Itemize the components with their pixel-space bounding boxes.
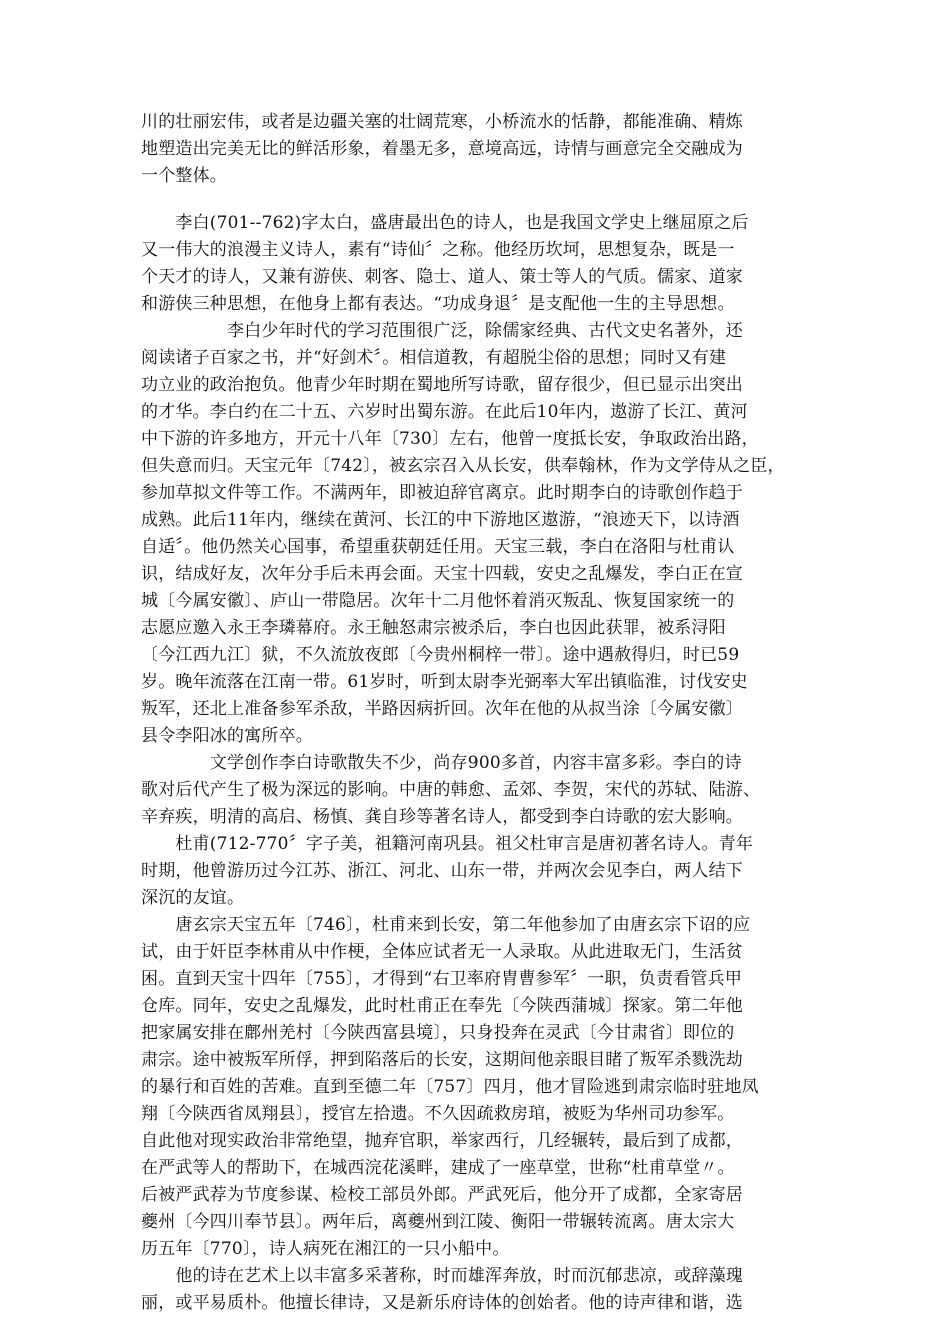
text-line: 时期，他曾游历过今江苏、浙江、河北、山东一带，并两次会见李白，两人结下 (141, 861, 743, 881)
text-line: 辛弃疾，明清的高启、杨慎、龚自珍等著名诗人，都受到李白诗歌的宏大影响。 (141, 807, 743, 827)
text-line: 个天才的诗人，又兼有游侠、刺客、隐士、道人、策士等人的气质。儒家、道家 (141, 267, 743, 287)
document-page (141, 109, 817, 1317)
text-line: 试，由于奸臣李林甫从中作梗，全体应试者无一人录取。从此进取无门，生活贫 (141, 942, 743, 962)
text-line: 一个整体。 (141, 166, 227, 186)
text-line: 岁。晚年流落在江南一带。61岁时，听到太尉李光弼率大军出镇临淮，讨伐安史 (141, 672, 748, 692)
text-line: 成熟。此后11年内，继续在黄河、长江的中下游地区遨游，“浪迹天下，以诗酒 (141, 510, 740, 530)
text-line: 功立业的政治抱负。他青少年时期在蜀地所写诗歌，留存很少，但已显示出突出 (141, 375, 743, 395)
text-line: 阅读诸子百家之书，并“好剑术〞。相信道教，有超脱尘俗的思想；同时又有建 (141, 348, 727, 368)
text-line: 〔今江西九江〕狱，不久流放夜郎〔今贵州桐梓一带〕。途中遇赦得归，时已59 (141, 645, 740, 665)
text-line: 后被严武荐为节度参谋、检校工部员外郎。严武死后，他分开了成都，全家寄居 (141, 1185, 743, 1205)
text-line: 历五年〔770〕，诗人病死在湘江的一只小船中。 (141, 1239, 510, 1259)
text-line: 自此他对现实政治非常绝望，抛弃官职，举家西行，几经辗转，最后到了成都， (141, 1131, 743, 1151)
text-line: 仓库。同年，安史之乱爆发，此时杜甫正在奉先〔今陕西蒲城〕探家。第二年他 (141, 996, 743, 1016)
text-line: 又一伟大的浪漫主义诗人，素有“诗仙〞之称。他经历坎坷，思想复杂，既是一 (141, 240, 735, 260)
text-line: 把家属安排在鄜州羌村〔今陕西富县境〕，只身投奔在灵武〔今甘肃省〕即位的 (141, 1023, 735, 1043)
text-line: 城〔今属安徽〕、庐山一带隐居。次年十二月他怀着消灭叛乱、恢复国家统一的 (141, 591, 735, 611)
text-line: 中下游的许多地方，开元十八年〔730〕左右，他曾一度抵长安，争取政治出路， (141, 429, 759, 449)
text-line: 歌对后代产生了极为深远的影响。中唐的韩愈、孟郊、李贺，宋代的苏轼、陆游、 (141, 780, 761, 800)
text-line: 在严武等人的帮助下，在城西浣花溪畔，建成了一座草堂，世称“杜甫草堂〃。 (141, 1158, 735, 1178)
text-line: 深沉的友谊。 (141, 888, 245, 908)
text-line: 但失意而归。天宝元年〔742〕，被玄宗召入从长安，供奉翰林，作为文学侍从之臣， (141, 456, 785, 476)
text-line: 县令李阳冰的寓所卒。 (141, 726, 313, 746)
text-line: 自适〞。他仍然关心国事，希望重获朝廷任用。天宝三载，李白在洛阳与杜甫认 (141, 537, 735, 557)
text-line: 识，结成好友，次年分手后未再会面。天宝十四载，安史之乱爆发，李白正在宣 (141, 564, 743, 584)
text-line: 川的壮丽宏伟，或者是边疆关塞的壮阔荒寒，小桥流水的恬静，都能准确、精炼 (141, 112, 743, 132)
text-line: 李白少年时代的学习范围很广泛，除儒家经典、古代文史名著外，还 (141, 321, 743, 341)
text-line: 志愿应邀入永王李璘幕府。永王触怒肃宗被杀后，李白也因此获罪，被系浔阳 (141, 618, 726, 638)
text-line: 肃宗。途中被叛军所俘，押到陷落后的长安，这期间他亲眼目睹了叛军杀戮洗劫 (141, 1050, 743, 1070)
text-line: 参加草拟文件等工作。不满两年，即被迫辞官离京。此时期李白的诗歌创作趋于 (141, 483, 743, 503)
text-line: 的才华。李白约在二十五、六岁时出蜀东游。在此后10年内，遨游了长江、黄河 (141, 402, 748, 422)
text-line: 李白(701--762)字太白，盛唐最出色的诗人，也是我国文学史上继屈原之后 (141, 213, 749, 233)
text-line: 丽，或平易质朴。他擅长律诗，又是新乐府诗体的创始者。他的诗声律和谐，选 (141, 1293, 743, 1313)
text-line: 困。直到天宝十四年〔755〕，才得到“右卫率府胄曹参军〞一职，负责看管兵甲 (141, 969, 743, 989)
paragraph-gap (141, 190, 817, 210)
text-line: 翔〔今陕西省凤翔县〕，授官左拾遗。不久因疏救房琯，被贬为华州司功参军。 (141, 1104, 735, 1124)
text-line: 夔州〔今四川奉节县〕。两年后，离夔州到江陵、衡阳一带辗转流离。唐太宗大 (141, 1212, 735, 1232)
text-line: 他的诗在艺术上以丰富多采著称，时而雄浑奔放，时而沉郁悲凉，或辞藻瑰 (141, 1266, 743, 1286)
text-line: 杜甫(712-770〞字子美，祖籍河南巩县。祖父杜审言是唐初著名诗人。青年 (141, 834, 754, 854)
text-line: 唐玄宗天宝五年〔746〕，杜甫来到长安，第二年他参加了由唐玄宗下诏的应 (141, 915, 751, 935)
text-line: 和游侠三种思想，在他身上都有表达。“功成身退〞是支配他一生的主导思想。 (141, 294, 735, 314)
text-line: 地塑造出完美无比的鲜活形象，着墨无多，意境高远，诗情与画意完全交融成为 (141, 139, 743, 159)
text-line: 的暴行和百姓的苦难。直到至德二年〔757〕四月，他才冒险逃到肃宗临时驻地凤 (141, 1077, 759, 1097)
text-line: 文学创作李白诗歌散失不少，尚存900多首，内容丰富多彩。李白的诗 (141, 753, 742, 773)
text-line: 叛军，还北上准备参军杀敌，半路因病折回。次年在他的从叔当涂〔今属安徽〕 (141, 699, 743, 719)
